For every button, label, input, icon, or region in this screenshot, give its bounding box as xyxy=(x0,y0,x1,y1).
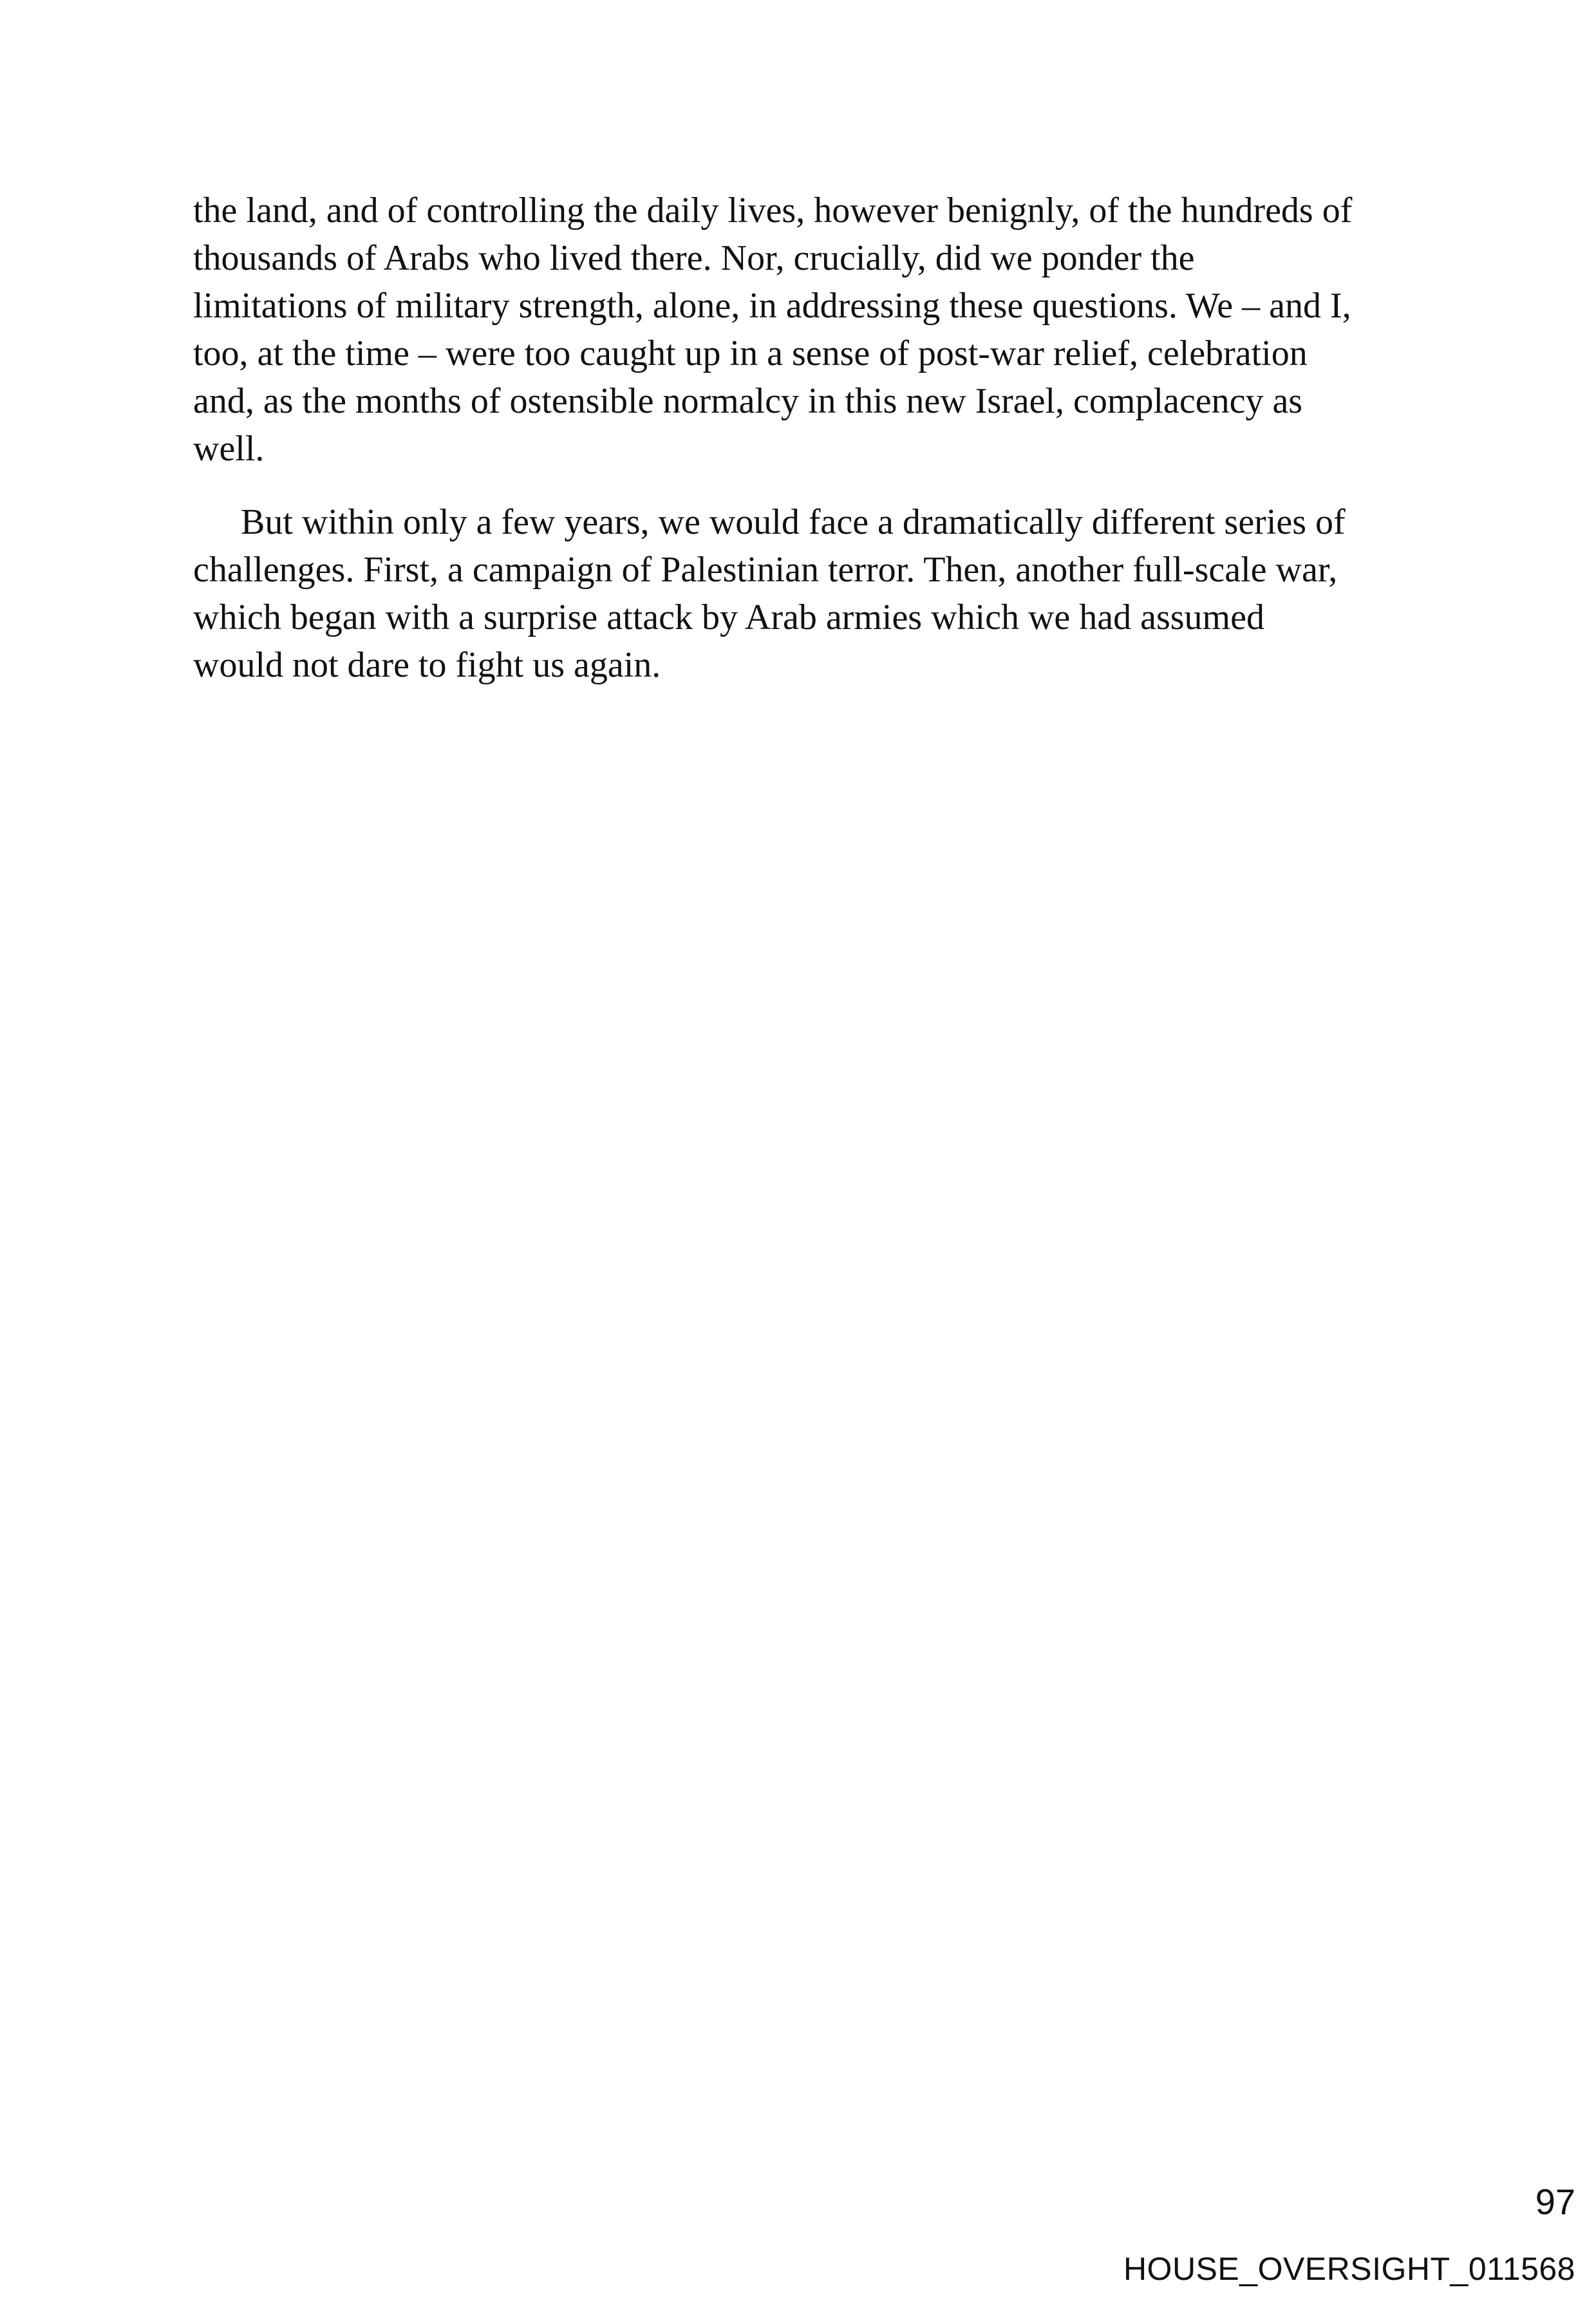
text-line: But within only a few years, we would face a dramatically different series of xyxy=(241,502,1346,542)
text-line: the land, and of controlling the daily lives, however benignly, of the hundreds of xyxy=(193,191,1353,230)
text-line: which began with a surprise attack by Arab armies which we had assumed xyxy=(193,597,1264,637)
body-text xyxy=(193,187,1429,689)
text-line: well. xyxy=(193,429,265,469)
paragraph-2 xyxy=(193,498,1429,689)
text-line: and, as the months of ostensible normalcy in this new Israel, complacency as xyxy=(193,381,1303,421)
paragraph-1 xyxy=(193,187,1429,473)
text-line: challenges. First, a campaign of Palestinian terror. Then, another full-scale war, xyxy=(193,550,1338,590)
bates-number: HOUSE_OVERSIGHT_011568 xyxy=(1123,2251,1575,2287)
text-line: too, at the time – were too caught up in a sense of post-war relief, celebration xyxy=(193,334,1308,373)
text-line: thousands of Arabs who lived there. Nor, crucially, did we ponder the xyxy=(193,238,1195,278)
text-line: would not dare to fight us again. xyxy=(193,645,661,685)
page-number: 97 xyxy=(1535,2181,1575,2222)
text-line: limitations of military strength, alone, in addressing these questions. We – and I, xyxy=(193,286,1351,326)
